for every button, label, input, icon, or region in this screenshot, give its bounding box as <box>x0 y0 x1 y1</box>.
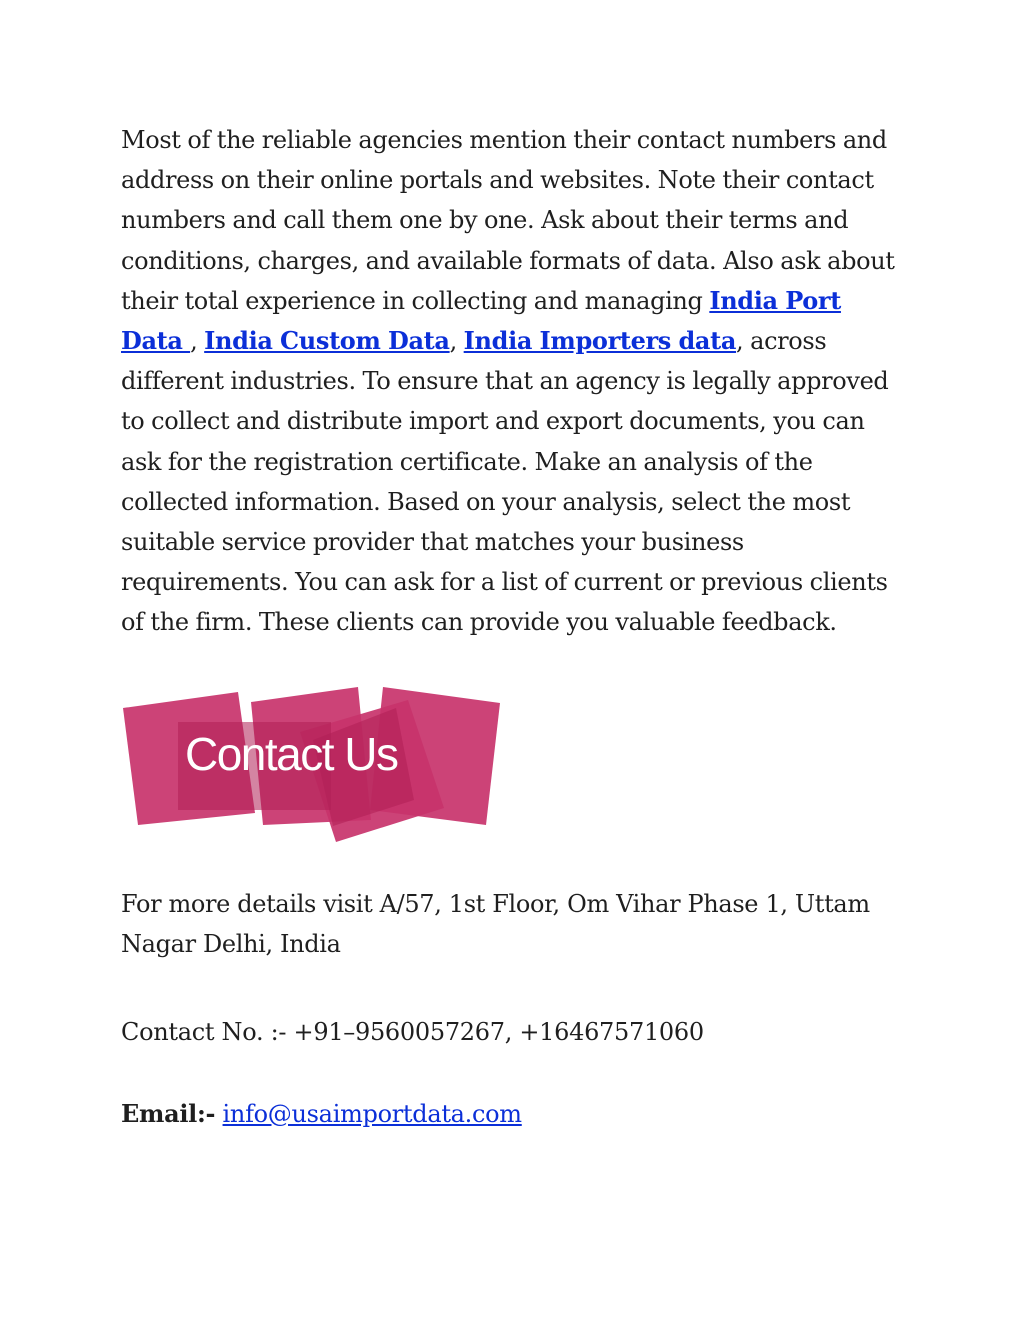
body-paragraph <box>121 120 901 643</box>
paragraph-text-start: Most of the reliable agencies mention their contact numbers and address on their online portals and websites. Note their contact numbers and call them one by one. Ask about their terms and conditions, charges, and available formats of data. Also ask about their total experience in collecting and managing <box>121 126 895 315</box>
separator: , <box>449 327 464 356</box>
contact-us-banner <box>118 680 508 850</box>
paragraph-text-end: , across different industries. To ensure that an agency is legally approved to collect and distribute import and export documents, you can ask for the registration certificate. Make an analysis of the collected information. Based on your analysis, select the most suitable service provider that matches your business requirements. You can ask for a list of current or previous clients of the firm. These clients can provide you valuable feedback. <box>121 327 889 637</box>
email-line <box>121 1094 522 1134</box>
address-text: For more details visit A/57, 1st Floor, Om Vihar Phase 1, Uttam Nagar Delhi, India <box>121 890 870 958</box>
separator: , <box>190 327 205 356</box>
contact-number: Contact No. :- +91–9560057267, +16467571060 <box>121 1018 704 1046</box>
link-india-importers-data[interactable]: India Importers data <box>463 326 737 356</box>
banner-text: Contact Us <box>185 728 398 780</box>
link-india-port-data[interactable]: India Port Data <box>121 285 841 356</box>
email-label: Email:- <box>121 1099 216 1128</box>
email-link[interactable]: info@usaimportdata.com <box>222 1100 522 1128</box>
link-india-custom-data[interactable]: India Custom Data <box>204 326 450 356</box>
